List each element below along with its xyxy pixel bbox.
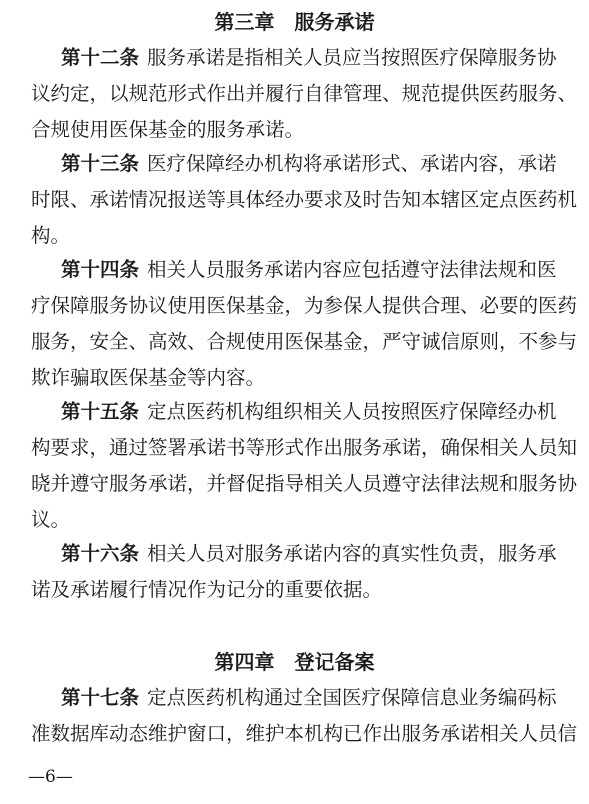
article-text: 相关人员服务承诺内容应包括遵守法律法规和医 bbox=[147, 258, 557, 281]
chapter-title: 服务承诺 bbox=[294, 10, 375, 34]
chapter-heading bbox=[0, 650, 589, 674]
article-14-line-2: 疗保障服务协议使用医保基金，为参保人提供合理、必要的医药 bbox=[31, 294, 578, 317]
article-12-line-1 bbox=[61, 46, 557, 70]
article-17-line-2: 准数据库动态维护窗口，维护本机构已作出服务承诺相关人员信 bbox=[31, 722, 578, 745]
article-number: 第十二条 bbox=[61, 46, 140, 69]
chapter-number: 第四章 bbox=[214, 650, 275, 674]
article-12-line-2: 议约定，以规范形式作出并履行自律管理、规范提供医药服务、 bbox=[31, 82, 578, 105]
article-15-line-1 bbox=[61, 400, 557, 424]
article-text: 服务承诺是指相关人员应当按照医疗保障服务协 bbox=[147, 46, 557, 69]
article-number: 第十六条 bbox=[61, 542, 140, 565]
article-text: 定点医药机构组织相关人员按照医疗保障经办机 bbox=[147, 400, 557, 423]
article-text: 相关人员对服务承诺内容的真实性负责，服务承 bbox=[147, 542, 557, 565]
article-15-line-3: 晓并遵守服务承诺，并督促指导相关人员遵守法律法规和服务协 bbox=[31, 472, 578, 495]
article-15-line-2: 构要求，通过签署承诺书等形式作出服务承诺，确保相关人员知 bbox=[31, 436, 578, 459]
article-16-line-1 bbox=[61, 542, 557, 566]
article-12-line-3: 合规使用医保基金的服务承诺。 bbox=[31, 118, 305, 141]
article-13-line-1 bbox=[61, 152, 557, 176]
article-17-line-1 bbox=[61, 686, 557, 710]
page-number: —6— bbox=[28, 767, 73, 787]
article-number: 第十五条 bbox=[61, 400, 140, 423]
article-13-line-2: 时限、承诺情况报送等具体经办要求及时告知本辖区定点医药机 bbox=[31, 188, 578, 211]
article-16-line-2: 诺及承诺履行情况作为记分的重要依据。 bbox=[31, 578, 383, 601]
chapter-heading bbox=[0, 10, 589, 34]
article-14-line-3: 服务，安全、高效、合规使用医保基金，严守诚信原则，不参与 bbox=[31, 330, 578, 353]
article-13-line-3: 构。 bbox=[31, 224, 71, 247]
article-text: 医疗保障经办机构将承诺形式、承诺内容，承诺 bbox=[147, 152, 557, 175]
chapter-title: 登记备案 bbox=[294, 650, 375, 674]
article-text: 定点医药机构通过全国医疗保障信息业务编码标 bbox=[147, 686, 557, 709]
article-number: 第十四条 bbox=[61, 258, 140, 281]
article-number: 第十三条 bbox=[61, 152, 140, 175]
article-number: 第十七条 bbox=[61, 686, 140, 709]
article-15-line-4: 议。 bbox=[31, 508, 71, 531]
article-14-line-4: 欺诈骗取医保基金等内容。 bbox=[31, 366, 266, 389]
chapter-number: 第三章 bbox=[214, 10, 275, 34]
article-14-line-1 bbox=[61, 258, 557, 282]
